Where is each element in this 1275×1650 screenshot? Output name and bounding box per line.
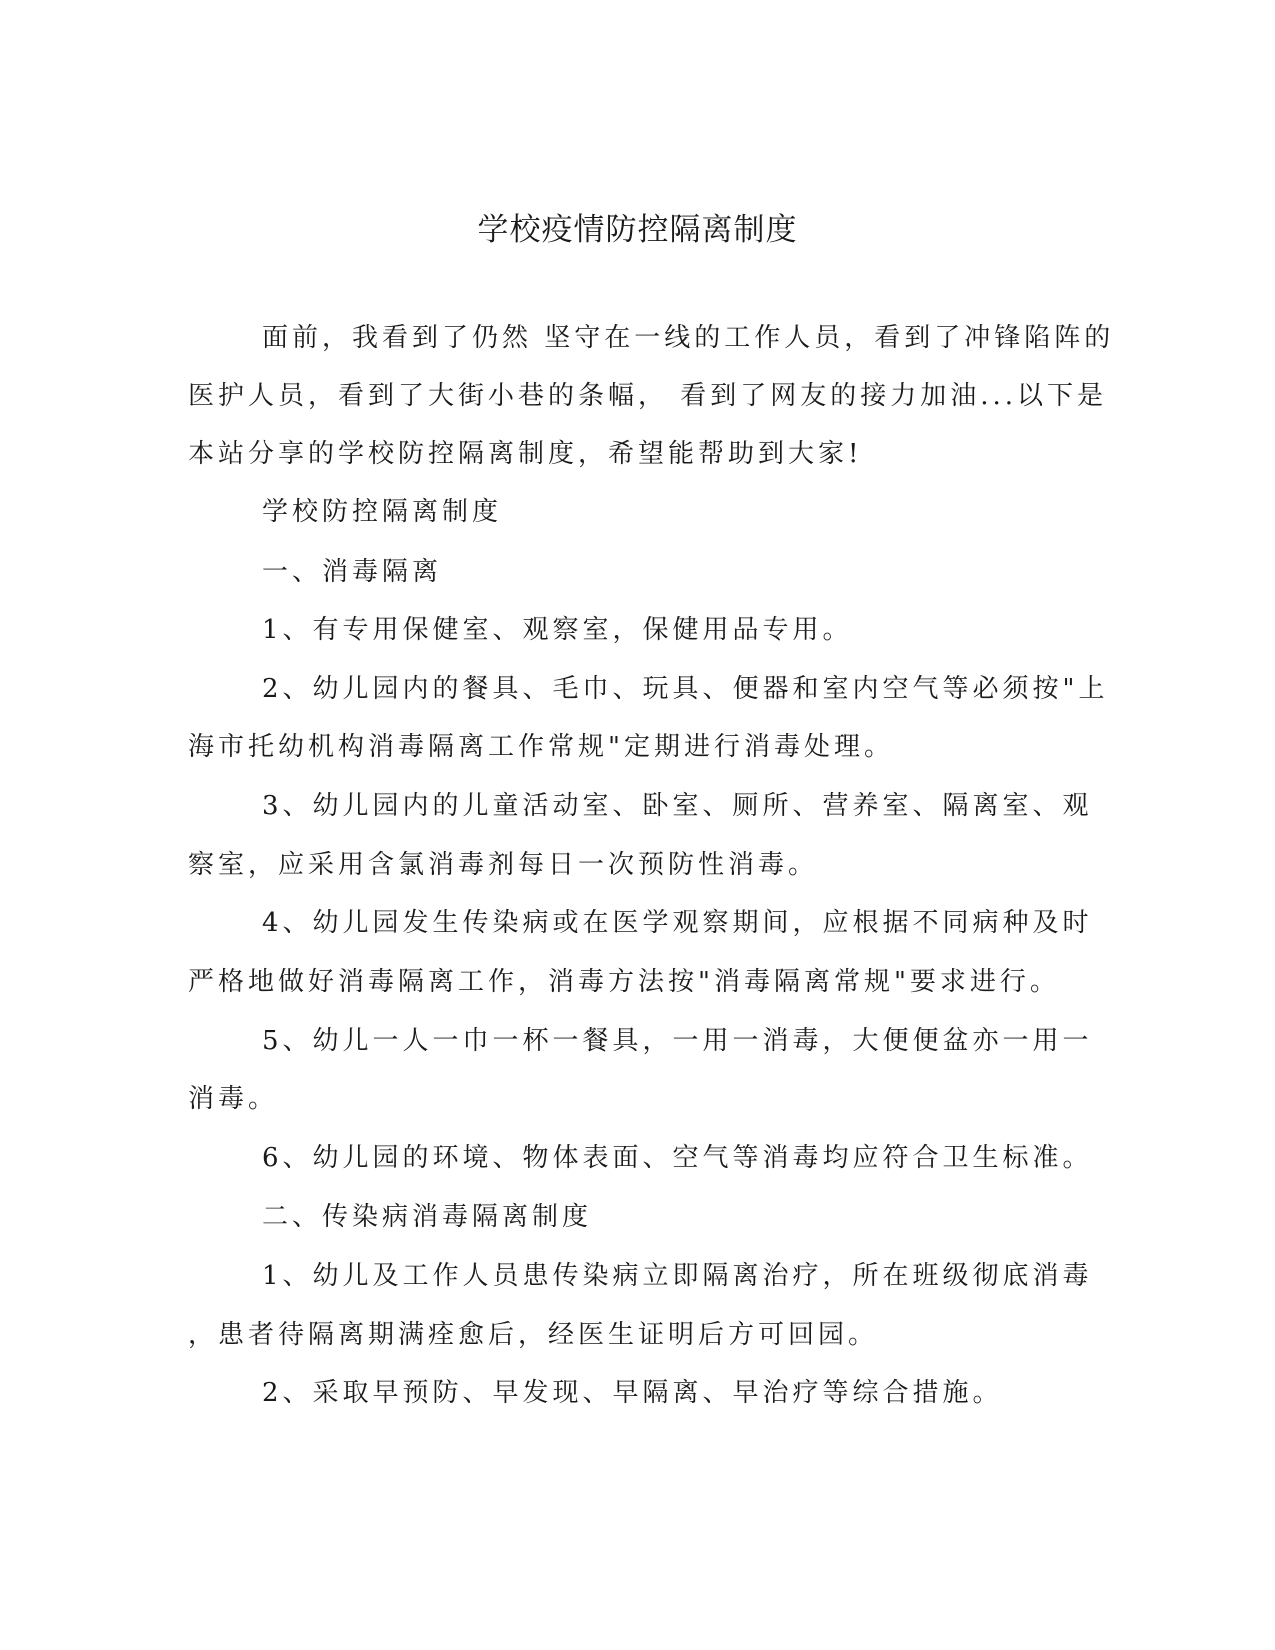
paragraph-line: 医护人员，看到了大街小巷的条幅， 看到了网友的接力加油...以下是 [188,381,1108,411]
paragraph-line: 严格地做好消毒隔离工作，消毒方法按"消毒隔离常规"要求进行。 [188,967,1060,997]
paragraph-line: 二、传染病消毒隔离制度 [262,1202,593,1232]
paragraph-line: 6、幼儿园的环境、物体表面、空气等消毒均应符合卫生标准。 [262,1143,1093,1173]
paragraph-line: 2、幼儿园内的餐具、毛巾、玩具、便器和室内空气等必须按"上 [262,674,1109,704]
paragraph-line: 海市托幼机构消毒隔离工作常规"定期进行消毒处理。 [188,732,894,762]
paragraph-line: 3、幼儿园内的儿童活动室、卧室、厕所、营养室、隔离室、观 [262,791,1093,821]
paragraph-line: 1、幼儿及工作人员患传染病立即隔离治疗，所在班级彻底消毒 [262,1261,1093,1291]
paragraph-line: 察室，应采用含氯消毒剂每日一次预防性消毒。 [188,850,819,880]
paragraph-line: 5、幼儿一人一巾一杯一餐具，一用一消毒，大便便盆亦一用一 [262,1026,1093,1056]
paragraph-line: 4、幼儿园发生传染病或在医学观察期间，应根据不同病种及时 [262,908,1093,938]
paragraph-line: 消毒。 [188,1084,279,1114]
paragraph-line: 面前，我看到了仍然 坚守在一线的工作人员，看到了冲锋陷阵的 [262,323,1115,353]
paragraph-line: 学校防控隔离制度 [262,497,503,527]
paragraph-line: 2、采取早预防、早发现、早隔离、早治疗等综合措施。 [262,1378,1003,1408]
paragraph-line: 本站分享的学校防控隔离制度，希望能帮助到大家! [188,439,863,469]
paragraph-line: ，患者待隔离期满痊愈后，经医生证明后方可回园。 [188,1320,879,1350]
paragraph-line: 一、消毒隔离 [262,557,443,587]
paragraph-line: 1、有专用保健室、观察室，保健用品专用。 [262,615,853,645]
document-title: 学校疫情防控隔离制度 [477,212,798,248]
